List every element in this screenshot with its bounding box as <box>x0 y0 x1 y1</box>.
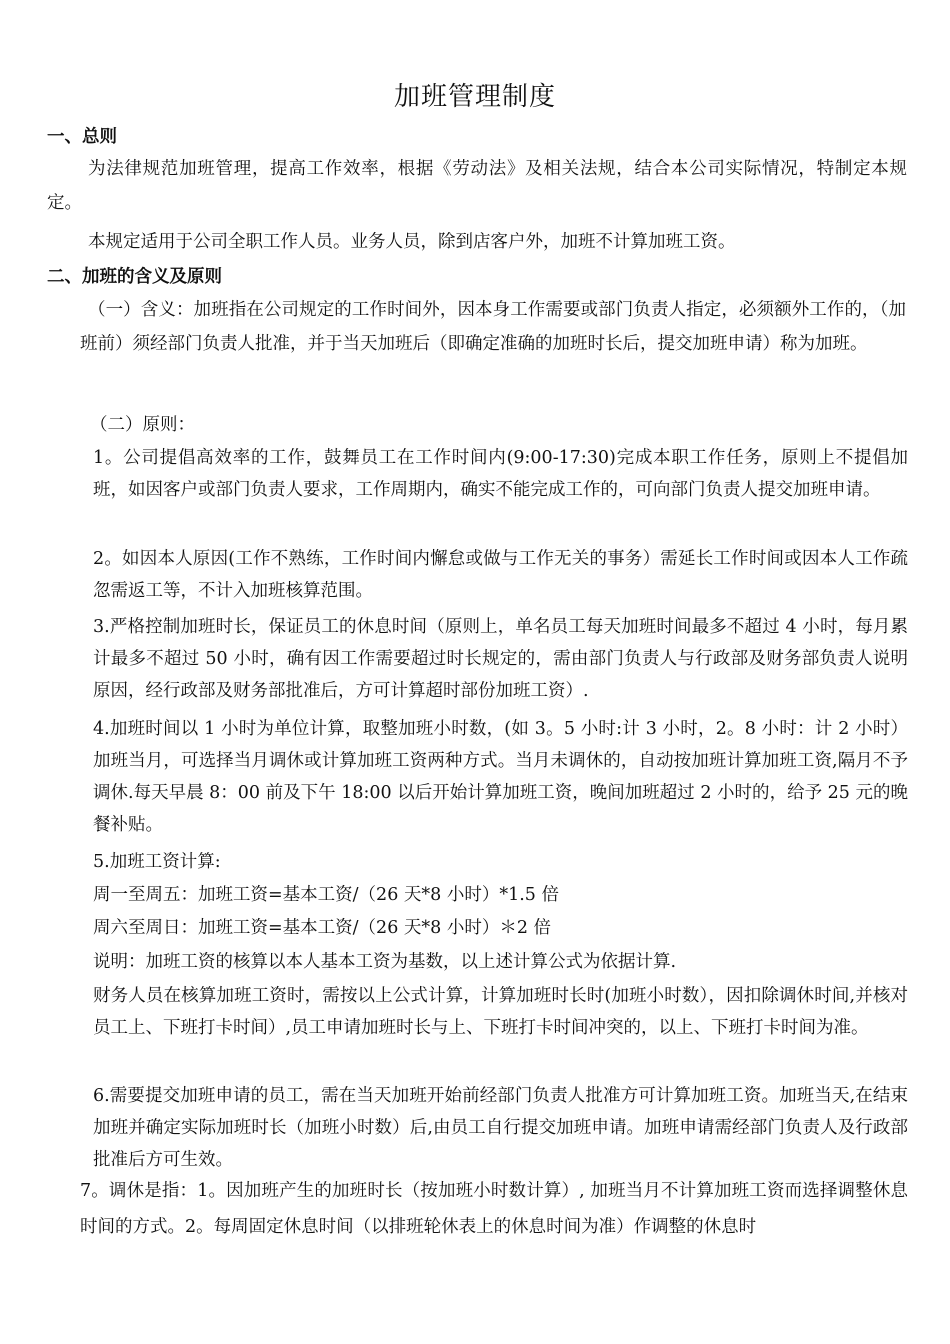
principle-item-7: 7。调休是指：1。因加班产生的加班时长（按加班小时数计算）, 加班当月不计算加班工资而选择调整休息时间的方式。2。每周固定休息时间（以排班轮休表上的休息时间为准）作调整的休息时 <box>80 1181 908 1237</box>
wage-note: 说明：加班工资的核算以本人基本工资为基数，以上述计算公式为依据计算. <box>93 952 677 972</box>
principle-item-6: 6.需要提交加班申请的员工，需在当天加班开始前经部门负责人批准方可计算加班工资。加班当天,在结束加班并确定实际加班时长（加班小时数）后,由员工自行提交加班申请。加班申请需经部门负责人及行政部批准后方可生效。 <box>93 1086 908 1170</box>
principle-item-4: 4.加班时间以 1 小时为单位计算，取整加班小时数，(如 3。5 小时:计 3 小时，2。8 小时：计 2 小时）加班当月，可选择当月调休或计算加班工资两种方式。当月未调休的，自动按加班计算加班工资,隔月不予调休.每天早晨 8：00 前及下午 18:00 以后开始计算加班工资，晚间加班超过 2 小时的，给予 25 元的晚餐补贴。 <box>93 719 908 835</box>
wage-weekend-formula: 周六至周日：加班工资=基本工资/（26 天*8 小时）＊2 倍 <box>93 918 552 938</box>
paragraph-meaning: （一）含义：加班指在公司规定的工作时间外，因本身工作需要或部门负责人指定，必须额外工作的，（加班前）须经部门负责人批准，并于当天加班后（即确定准确的加班时长后，提交加班申请）称为加班。 <box>80 300 906 354</box>
wage-weekday-formula: 周一至周五：加班工资=基本工资/（26 天*8 小时）*1.5 倍 <box>93 885 559 905</box>
wage-calc-label: 5.加班工资计算: <box>93 852 221 872</box>
section-heading-meaning: 二、加班的含义及原则 <box>47 267 222 287</box>
paragraph-purpose: 为法律规范加班管理，提高工作效率，根据《劳动法》及相关法规，结合本公司实际情况，特制定本规定。 <box>47 159 907 213</box>
document-title: 加班管理制度 <box>393 82 556 112</box>
principle-item-2: 2。如因本人原因(工作不熟练，工作时间内懈怠或做与工作无关的事务）需延长工作时间或因本人工作疏忽需返工等，不计入加班核算范围。 <box>93 549 908 601</box>
section-heading-general: 一、总则 <box>47 127 117 147</box>
principle-label: （二）原则： <box>90 415 195 435</box>
wage-finance-note: 财务人员在核算加班工资时，需按以上公式计算，计算加班时长时(加班小时数），因扣除调休时间,并核对员工上、下班打卡时间）,员工申请加班时长与上、下班打卡时间冲突的，以上、下班打卡时间为准。 <box>93 986 908 1038</box>
paragraph-scope: 本规定适用于公司全职工作人员。业务人员，除到店客户外，加班不计算加班工资。 <box>88 232 736 252</box>
principle-item-1: 1。公司提倡高效率的工作，鼓舞员工在工作时间内(9:00-17:30)完成本职工作任务，原则上不提倡加班，如因客户或部门负责人要求，工作周期内，确实不能完成工作的，可向部门负责人提交加班申请。 <box>93 448 908 500</box>
principle-item-3: 3.严格控制加班时长，保证员工的休息时间（原则上，单名员工每天加班时间最多不超过 4 小时，每月累计最多不超过 50 小时，确有因工作需要超过时长规定的，需由部门负责人与行政部及财务部负责人说明原因，经行政部及财务部批准后，方可计算超时部份加班工资）. <box>93 617 908 701</box>
